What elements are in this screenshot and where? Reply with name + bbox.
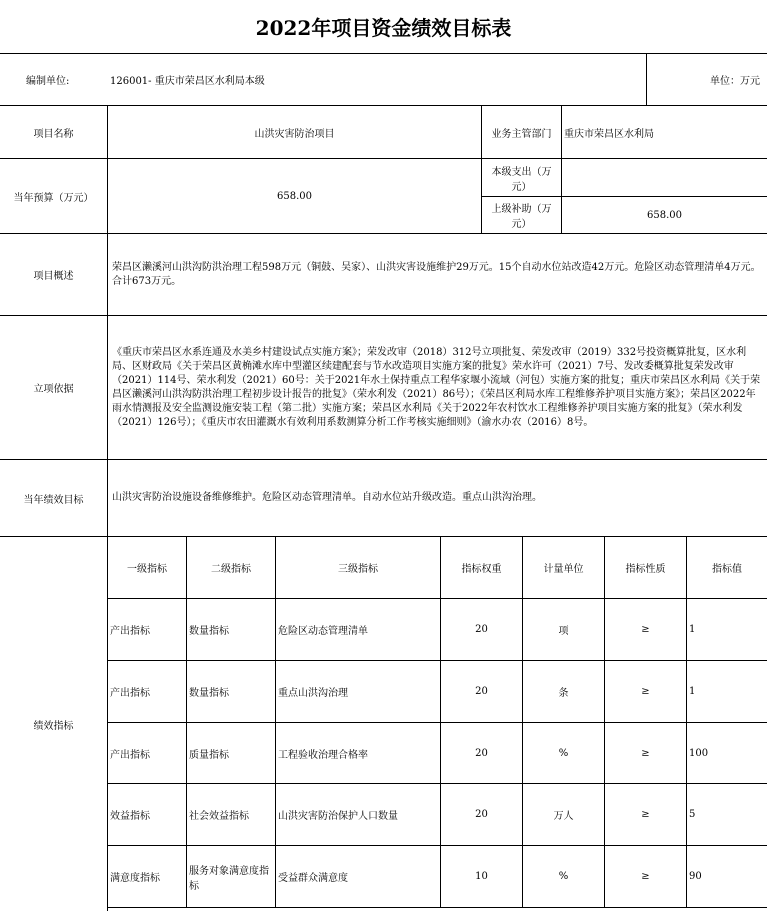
row1-weight: 20 [441,599,523,661]
row2-level1: 产出指标 [108,661,187,723]
overview-text: 荣昌区濑溪河山洪沟防洪治理工程598万元（铜鼓、吴家）、山洪灾害设施维护29万元。15个自动水位站改造42万元。危险区动态管理清单4万元。合计673万元。 [108,234,767,316]
row5-value: 90 [687,846,767,908]
row1-unit: 项 [523,599,605,661]
row5-level3: 受益群众满意度 [276,846,441,908]
row3-weight: 20 [441,723,523,784]
unit-divider [646,53,647,105]
row2-value: 1 [687,661,767,723]
row3-level1: 产出指标 [108,723,187,784]
unit-row [0,53,767,106]
row2-unit: 条 [523,661,605,723]
header-value: 指标值 [687,537,767,599]
row5-level1: 满意度指标 [108,846,187,908]
unit-label: 单位：万元 [710,75,760,87]
row1-nature: ≥ [605,599,687,661]
budget-label: 当年预算（万元） [0,159,108,234]
dept-value: 重庆市荣昌区水利局 [562,106,767,159]
row3-unit: % [523,723,605,784]
goal-label: 当年绩效目标 [0,460,108,537]
header-level1: 一级指标 [108,537,187,599]
org-value: 126001- 重庆市荣昌区水利局本级 [110,75,265,87]
upper-subsidy-value: 658.00 [562,197,767,234]
goal-text: 山洪灾害防治设施设备维修维护。危险区动态管理清单。自动水位站升级改造。重点山洪沟治理。 [108,460,767,537]
row3-value: 100 [687,723,767,784]
row4-weight: 20 [441,784,523,846]
row5-level2: 服务对象满意度指标 [187,846,276,908]
row1-level2: 数量指标 [187,599,276,661]
header-weight: 指标权重 [441,537,523,599]
row4-unit: 万人 [523,784,605,846]
row5-unit: % [523,846,605,908]
dept-label: 业务主管部门 [482,106,562,159]
row3-nature: ≥ [605,723,687,784]
row4-level1: 效益指标 [108,784,187,846]
row4-value: 5 [687,784,767,846]
indicators-label: 绩效指标 [0,537,108,911]
overview-label: 项目概述 [0,234,108,316]
project-name-label: 项目名称 [0,106,108,159]
budget-total: 658.00 [108,159,482,234]
row2-nature: ≥ [605,661,687,723]
row3-level2: 质量指标 [187,723,276,784]
basis-text: 《重庆市荣昌区水系连通及水美乡村建设试点实施方案》；荣发改审（2018）312号立项批复、荣发改审（2019）332号投资概算批复，区水利局、区财政局《关于荣昌区黄桷滩水库中型灌区续建配套与节水改造项目实施方案的批复》荣水许可（2021）7号、发改委概算批复荣发改审（2021）114号、荣水利发（2021）60号：关于2021年水土保持重点工程华家堰小流域（河包）实施方案的批复；重庆市荣昌区水利局《关于荣昌区濑溪河山洪沟防洪治理工程初步设计报告的批复》（荣水利发（2021）86号）；《荣昌区利局水库工程维修养护项目实施方案》；荣昌区2022年雨水情测报及安全监测设施安装工程（第二批）实施方案；荣昌区水利局《关于2022年农村饮水工程维修养护项目实施方案的批复》（荣水利发（2021）126号）；《重庆市农田灌溉水有效利用系数测算分析工作考核实施细则》（渝水办农（2016）8号。 [108,316,767,460]
row5-weight: 10 [441,846,523,908]
local-expense-value [562,159,767,197]
header-level2: 二级指标 [187,537,276,599]
row2-level2: 数量指标 [187,661,276,723]
basis-label: 立项依据 [0,316,108,460]
row3-level3: 工程验收治理合格率 [276,723,441,784]
page-title: 2022年项目资金绩效目标表 [0,0,767,54]
row1-level3: 危险区动态管理清单 [276,599,441,661]
row4-nature: ≥ [605,784,687,846]
header-nature: 指标性质 [605,537,687,599]
header-level3: 三级指标 [276,537,441,599]
local-expense-label: 本级支出（万元） [482,159,562,197]
row2-weight: 20 [441,661,523,723]
project-name-value: 山洪灾害防治项目 [108,106,482,159]
row1-value: 1 [687,599,767,661]
row4-level2: 社会效益指标 [187,784,276,846]
upper-subsidy-label: 上级补助（万元） [482,197,562,234]
row5-nature: ≥ [605,846,687,908]
header-unit: 计量单位 [523,537,605,599]
row4-level3: 山洪灾害防治保护人口数量 [276,784,441,846]
row1-level1: 产出指标 [108,599,187,661]
org-label: 编制单位: [26,75,70,87]
row2-level3: 重点山洪沟治理 [276,661,441,723]
